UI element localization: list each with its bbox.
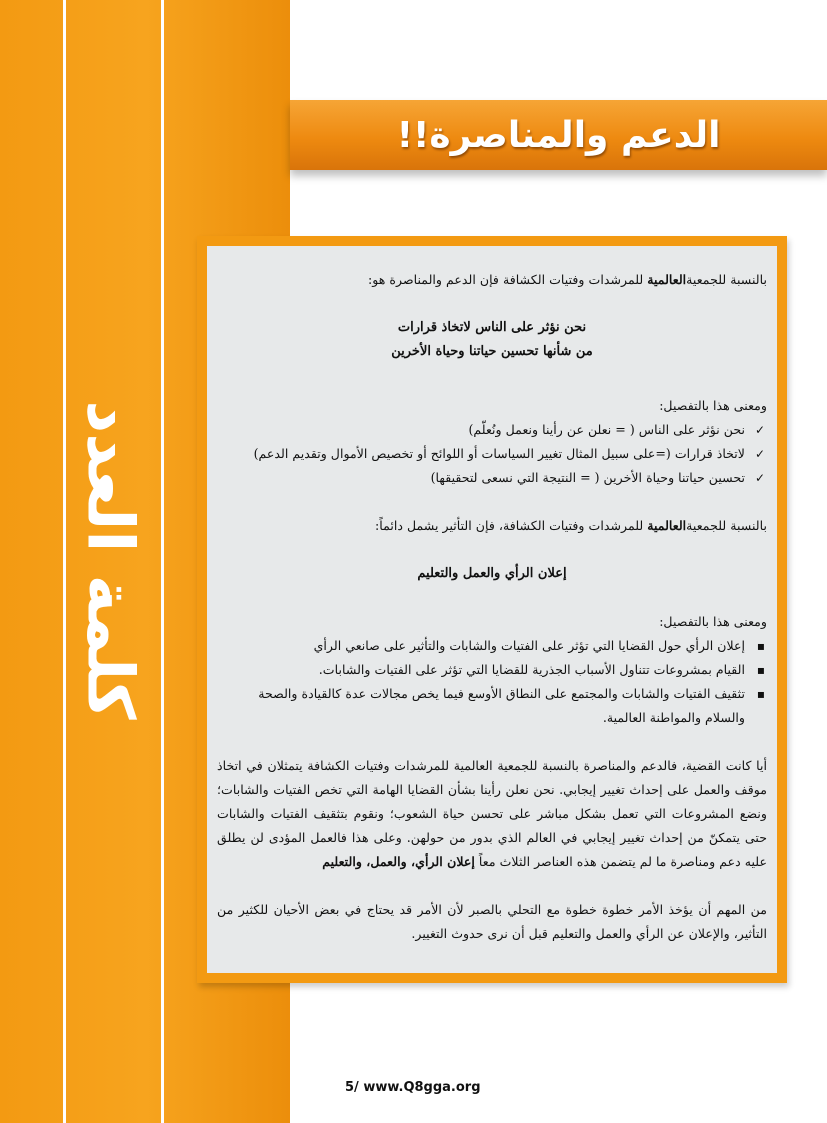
bullet-list: [217, 634, 767, 730]
detail-heading-2: ومعنى هذا بالتفصيل:: [659, 614, 767, 629]
check-item: ✓ نحن نؤثر على الناس ( = نعلن عن رأينا ونعمل ونُعلّم): [217, 418, 745, 442]
vertical-title-text: كلمة العدد: [73, 400, 147, 720]
page-title: الدعم والمناصرة!!: [396, 114, 721, 156]
section-vertical-title: [60, 340, 160, 780]
motto-line-1: نحن نؤثر على الناس لاتخاذ قرارات: [397, 320, 587, 335]
check-item: ✓ تحسين حياتنا وحياة الأخرين ( = النتيجة التي نسعى لتحقيقها): [217, 466, 745, 490]
intro-bold: العالمية: [647, 272, 687, 287]
motto-line-2: من شأنها تحسين حياتنا وحياة الأخرين: [391, 344, 593, 359]
bullet-item: ▪ إعلان الرأي حول القضايا التي تؤثر على الفتيات والشابات والتأثير على صانعي الرأي: [217, 634, 745, 658]
bullet-item: ▪ القيام بمشروعات تتناول الأسباب الجذرية للقضايا التي تؤثر على الفتيات والشابات.: [217, 658, 745, 682]
check-list: [217, 418, 767, 490]
detail-heading-1: ومعنى هذا بالتفصيل:: [659, 398, 767, 413]
paragraph-1-bold: إعلان الرأي، والعمل، والتعليم: [322, 854, 475, 869]
influence-bold: العالمية: [647, 518, 687, 533]
intro-suffix: للمرشدات وفتيات الكشافة فإن الدعم والمناصرة هو:: [368, 272, 648, 287]
bullet-item: ▪ تثقيف الفتيات والشابات والمجتمع على النطاق الأوسع فيما يخص مجالات عدة كالقيادة والصحة والسلام والمواطنة العالمية.: [217, 682, 745, 730]
influence-suffix: للمرشدات وفتيات الكشافة، فإن التأثير يشمل دائماً:: [375, 518, 648, 533]
intro-paragraph: [217, 268, 767, 292]
influence-prefix: بالنسبة للجمعية: [686, 518, 767, 533]
band-divider-line: [161, 0, 164, 1123]
article-body: [207, 246, 777, 973]
influence-paragraph: [217, 514, 767, 538]
body-paragraph-2: من المهم أن يؤخذ الأمر خطوة خطوة مع التحلي بالصبر لأن الأمر قد يحتاج في بعض الأحيان للكثير من التأثير، والإعلان عن الرأي والعمل والتعليم قبل أن نرى حدوث التغيير.: [217, 902, 767, 941]
paragraph-1-text: أيا كانت القضية، فالدعم والمناصرة بالنسبة للجمعية العالمية للمرشدات وفتيات الكشافة يتمثلان في اتخاذ موقف والعمل على إحداث تغيير إيجابي. نحن نعلن رأينا بشأن القضايا الهامة التي تخص الفتيات والشابات؛ ونضع المشروعات التي تعمل بشكل مباشر على تحسن حياة الشعوب؛ ونقوم بتثقيف الفتيات والشابات حتى يتمكنّ من إحداث تغيير إيجابي في العالم الذي بدور من حولهن. وعلى هذا فالعمل المؤدى لن يطلق عليه دعم ومناصرة ما لم يتضمن هذه العناصر الثلاث معاً: [217, 758, 767, 869]
title-banner: [290, 100, 827, 170]
content-frame: [197, 236, 787, 983]
pillars-heading: إعلان الرأي والعمل والتعليم: [417, 566, 567, 581]
intro-prefix: بالنسبة للجمعية: [686, 272, 767, 287]
body-paragraph-1: [217, 754, 767, 874]
check-item: ✓ لاتخاذ قرارات (=على سبيل المثال تغيير السياسات أو اللوائح أو تخصيص الأموال وتقديم الدعم): [217, 442, 745, 466]
page-footer: 5/ www.Q8gga.org: [345, 1080, 481, 1095]
